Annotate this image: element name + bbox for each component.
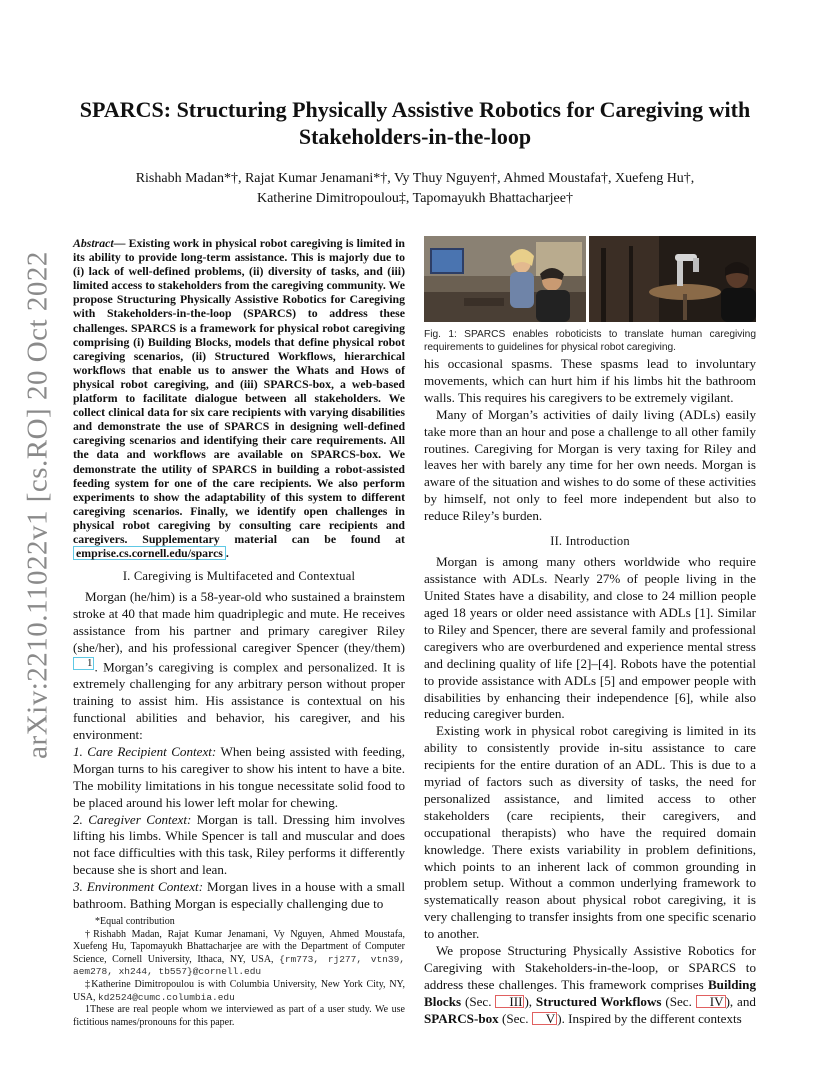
- structured-workflows-term: Structured Workflows: [535, 993, 662, 1009]
- s1-text: Morgan (he/him) is a 58-year-old who sustained a brainstem stroke at 40 that made him quadriplegic and mute. He receives assistance from his partner and primary caregiver Riley (she/her), and his professional caregiver Spencer (they/them): [73, 589, 405, 656]
- paragraph-intro-3: [424, 943, 756, 1028]
- footnotes: [73, 916, 405, 1029]
- left-column: [73, 236, 405, 1029]
- p5-text-a: We propose Structuring Physically Assistive Robotics for Caregiving with Stakeholders-in-the-loop, or SPARCS to address these challenges. This framework comprises: [424, 943, 756, 992]
- figure-photo-robot: [589, 236, 756, 322]
- context-item-caregiver: [73, 812, 405, 880]
- ctx2-label: 2. Caregiver Context:: [73, 811, 192, 827]
- fn-columbia-text: ‡Katherine Dimitropoulou is with Columbia University, New York City, NY, USA,: [73, 978, 405, 1003]
- arxiv-identifier: [18, 251, 58, 759]
- fn-cornell-emails: {rm773, rj277, vtn39, aem278, xh244, tb557}@cornell.edu: [73, 953, 405, 978]
- s1-text-end: . Morgan’s caregiving is complex and personalized. It is extremely challenging for any arbitrary person without proper training to assist him. His assistance is contextual on his functional abilities and behavior, his caregiver, and his environment:: [73, 659, 405, 742]
- abstract-label: Abstract: [73, 236, 114, 250]
- paragraph-intro-1: Morgan is among many others worldwide who require assistance with ADLs. Nearly 27% of people living in the United States have a disability, and close to 24 million people aged 18 years or older need assistance with ADLs [1]. Similar to Riley and Spencer, there are several family and professional caregivers who are overburdened and experience mental stress and declining quality of life [2]–[4]. Robots have the potential to provide assistance with ADLs [5] and empower people with disabilities by enhancing their independence [6], while also reducing caregiver burden.: [424, 554, 756, 722]
- p5-text-f: (Sec.: [498, 1010, 532, 1026]
- footnote-cornell: [73, 929, 405, 979]
- p5-text-g: ). Inspired by the different contexts: [557, 1010, 742, 1026]
- p5-text-b: (Sec.: [461, 993, 496, 1009]
- footnote-equal: *Equal contribution: [95, 915, 175, 927]
- authors-line-1: Rishabh Madan*†, Rajat Kumar Jenamani*†, Vy Thuy Nguyen†, Ahmed Moustafa†, Xuefeng Hu†,: [135, 171, 695, 186]
- abstract: Abstract— Existing work in physical robot caregiving is limited in its ability to provide long-term assistance. This is majorly due to (i) lack of well-defined problems, (ii) diversity of tasks, and (iii) limited access to stakeholders from the caregiving community. We propose Structuring Physically Assistive Robotics for Caregiving with Stakeholders-in-the-loop (SPARCS) to address these challenges. SPARCS is a framework for physical robot caregiving comprising (i) Building Blocks, models that define physical robot caregiving scenarios, (ii) Structured Workflows, hierarchical workflows that enable us to answer the Whats and Hows of physical robot caregiving, and (iii) SPARCS-box, a web-based platform to facilitate dialogue between all stakeholders. We collect clinical data for six care recipients with varying disabilities and demonstrate the use of SPARCS in designing well-defined caregiving scenarios and identifying their care requirements. All the data and workflows are available on SPARCS-box. We demonstrate the utility of SPARCS in building a robot-assisted feeding system for one of the care recipients. We also perform experiments to show the adaptability of this system to different caregiving scenarios. Finally, we identify open challenges in physical robot caregiving by consulting care recipients and caregivers. Supplementary material can be found at emprise.cs.cornell.edu/sparcs .: [73, 236, 405, 561]
- paragraph-adls: Many of Morgan’s activities of daily living (ADLs) easily take more than an hour and pose a challenge to all other family routines. Caregiving for Morgan is very taxing for Riley and leaves her with barely any time for her own needs. Morgan is aware of the situation and wishes to do some of these activities by himself, not only to feel more independent but also to reduce Riley’s burden.: [424, 406, 756, 524]
- building-blocks-term: Building Blocks: [424, 976, 756, 1009]
- section-ref-V[interactable]: V: [532, 1012, 557, 1025]
- ctx1-text: When being assisted with feeding, Morgan turns to his caregiver to show his intent to have a bite. The mobility limitations in his tongue necessitate solid food to be placed around his lower left molar for chewing.: [73, 743, 405, 810]
- footnote-columbia: [73, 979, 405, 1004]
- p5-text-e: ), and: [725, 993, 756, 1009]
- sparcs-box-term: SPARCS-box: [424, 1010, 499, 1026]
- footnote-ref-1[interactable]: 1: [73, 657, 94, 670]
- fn-columbia-email: kd2524@cumc.columbia.edu: [98, 991, 235, 1003]
- p5-text-d: (Sec.: [661, 993, 696, 1009]
- ctx3-text: Morgan lives in a house with a small bathroom. Bathing Morgan is especially challenging due to: [73, 879, 406, 912]
- ctx1-label: 1. Care Recipient Context:: [73, 743, 217, 759]
- figure-photo-caregiver: [424, 236, 586, 322]
- fn-cornell-text: †Rishabh Madan, Rajat Kumar Jenamani, Vy Nguyen, Ahmed Moustafa, Xuefeng Hu, Tapomayukh Bhattacharjee are with the Department of Computer Science, Cornell University, Ithaca, NY, USA,: [73, 928, 405, 965]
- arxiv-id-text: arXiv:2210.11022v1 [cs.RO] 20 Oct 2022: [21, 251, 54, 759]
- section-ref-IV[interactable]: IV: [696, 995, 726, 1008]
- context-item-environment: [73, 879, 405, 913]
- section-2-heading: II. Introduction: [550, 534, 630, 549]
- supplementary-link[interactable]: emprise.cs.cornell.edu/sparcs: [73, 546, 226, 560]
- figure-caption: Fig. 1: SPARCS enables roboticists to translate human caregiving requirements to guidelines for physical robot caregiving.: [424, 329, 756, 353]
- ctx3-label: 3. Environment Context:: [73, 879, 204, 895]
- ctx2-text: Morgan is tall. Dressing him involves lifting his limbs. While Spencer is tall and muscular and does not face difficulties with this task, Riley performs it differently because she is short and lean.: [73, 811, 405, 878]
- context-item-care-recipient: [73, 744, 405, 812]
- section-1-heading: I. Caregiving is Multifaceted and Contextual: [122, 569, 356, 584]
- section-ref-III[interactable]: III: [495, 995, 524, 1008]
- section-1-paragraph: [73, 589, 405, 744]
- authors-line-2: Katherine Dimitropoulou‡, Tapomayukh Bhattacharjee†: [256, 191, 573, 206]
- paper-title: SPARCS: Structuring Physically Assistive Robotics for Caregiving with Stakeholders-in-the-loop: [79, 97, 751, 149]
- abstract-text: — Existing work in physical robot caregiving is limited in its ability to provide long-term assistance. This is majorly due to (i) lack of well-defined problems, (ii) diversity of tasks, and (iii) limited access to stakeholders from the caregiving community. We propose Structuring Physically Assistive Robotics for Caregiving with Stakeholders-in-the-loop (SPARCS) to address these challenges. SPARCS is a framework for physical robot caregiving comprising (i) Building Blocks, models that define physical robot caregiving scenarios, (ii) Structured Workflows, hierarchical workflows that enable us to answer the Whats and Hows of physical robot caregiving, and (iii) SPARCS-box, a web-based platform to facilitate dialogue between all stakeholders. We collect clinical data for six care recipients with varying disabilities and demonstrate the use of SPARCS in designing well-defined caregiving scenarios and identifying their care requirements. All the data and workflows are available on SPARCS-box. We demonstrate the utility of SPARCS in building a robot-assisted feeding system for one of the care recipients. We also perform experiments to show the adaptability of this system to different caregiving scenarios. Finally, we identify open challenges in physical robot caregiving by consulting care recipients and caregivers. Supplementary material can be found at: [73, 236, 405, 546]
- footnote-pseudonyms: 1These are real people whom we interviewed as part of a user study. We use fictitious names/pronouns for this paper.: [73, 1004, 405, 1028]
- figure-1: [424, 236, 756, 322]
- paragraph-intro-2: Existing work in physical robot caregiving is limited in its ability to consistently provide in-situ assistance to care recipients for the entire duration of an ADL. This is due to a myriad of factors such as diversity of tasks, the need for personalized assistance, and limited access to other stakeholders (care recipients, their caregivers, and occupational therapists) who have the required domain knowledge. There exists variability in problem definitions, which points to an inherent lack of common grounding in problem setup. Without a common underlying framework to systematically reason about physical robot caregiving, it is very challenging to transfer insights from one specific scenario to another.: [424, 723, 756, 942]
- paragraph-spasms: his occasional spasms. These spasms lead to involuntary movements, which can hurt him if his limbs hit the bathroom walls. This requires his caregivers to be extremely vigilant.: [424, 356, 756, 405]
- p5-text-c: ),: [524, 993, 536, 1009]
- right-column: [424, 236, 756, 1028]
- author-list: [90, 169, 740, 209]
